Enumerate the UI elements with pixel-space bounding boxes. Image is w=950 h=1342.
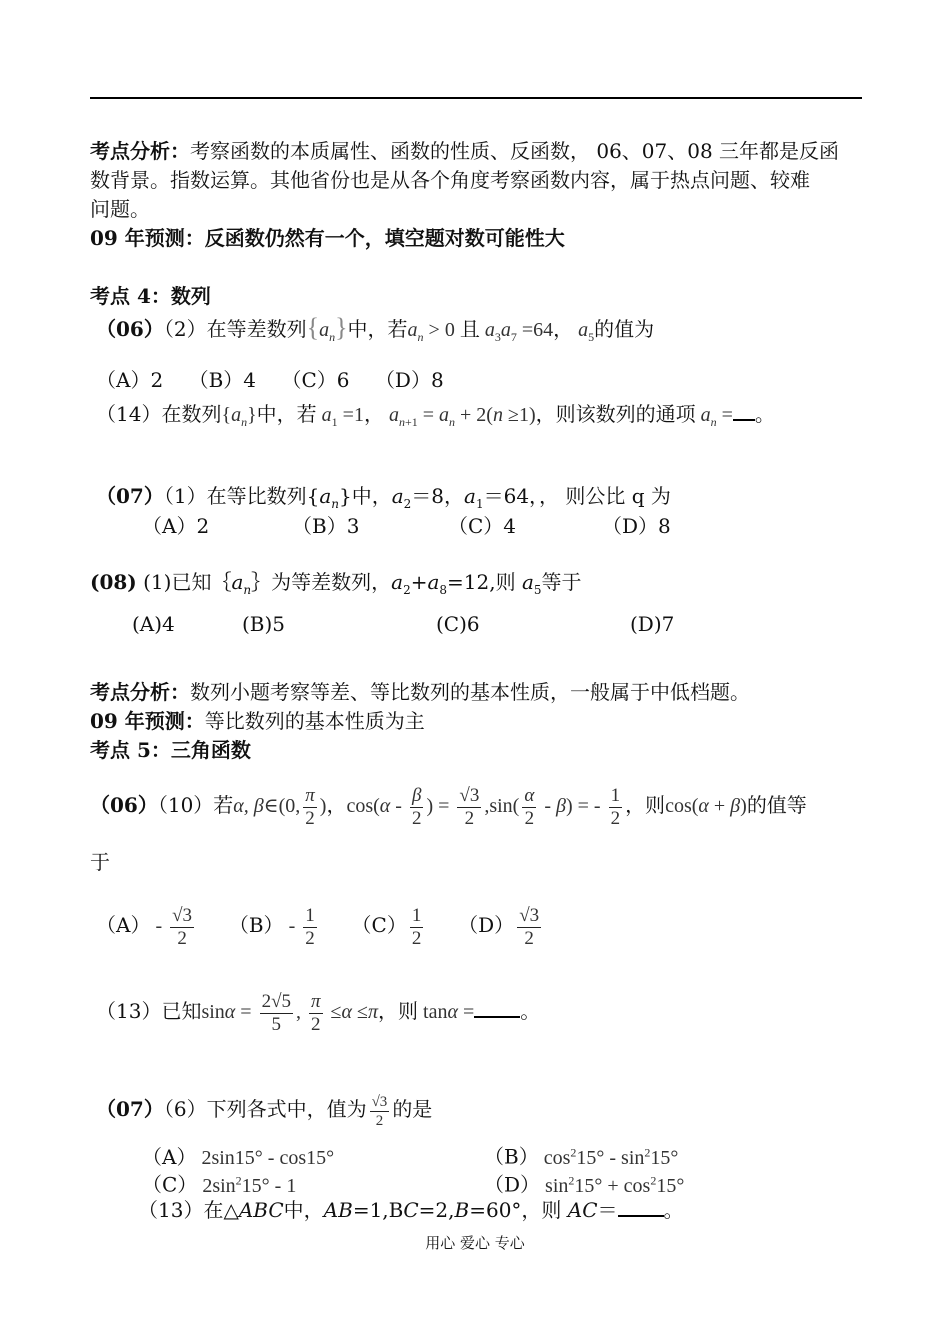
analysis-paragraph-1-line3: [90, 195, 150, 223]
year-tag: （07）: [96, 1097, 164, 1121]
question-text: ＝64，， 则公比 q 为: [483, 484, 671, 508]
question-text: 在△: [203, 1198, 239, 1222]
section-title-trigonometry: [90, 736, 251, 764]
formula: $\{a_n\}$: [306, 313, 348, 344]
option-b: （B）4: [188, 368, 257, 392]
question-text: ，则该数列的通项: [535, 402, 696, 426]
option-b-value: $\cos^215^\circ - \sin^215^\circ$: [538, 1145, 679, 1169]
formula: B: [454, 1198, 470, 1222]
option-d: （D）: [484, 1172, 541, 1197]
formula: AC: [567, 1198, 598, 1222]
option-d: （D）8: [374, 368, 444, 392]
option-c: （C）4: [448, 514, 517, 538]
formula: $a_n$: [319, 484, 339, 511]
question-06-2: [96, 314, 654, 351]
question-text: 的值等: [746, 793, 807, 817]
option-d: （D）8: [602, 514, 671, 538]
option-c: (C)6: [436, 612, 480, 636]
prediction-2: [90, 707, 425, 735]
option-b: （B）: [228, 913, 284, 937]
answer-blank: [618, 1201, 664, 1217]
option-a: （A）2: [142, 514, 210, 538]
formula: $a_n$: [231, 570, 252, 597]
option-b: （B）: [484, 1144, 539, 1169]
formula: $\frac{√3}{2}$: [371, 1093, 388, 1129]
option-d: （D）: [458, 913, 515, 937]
option-a: （A）: [96, 913, 151, 937]
page-footer: 用心 爱心 专心: [425, 1234, 525, 1252]
options-08-1: [132, 610, 674, 638]
question-text: (1)已知｛: [136, 570, 232, 594]
formula: $\{a_n\}$: [221, 404, 257, 429]
question-number: （2）: [163, 317, 207, 341]
option-d-value: $\frac{√3}{2}$: [519, 904, 540, 949]
formula: C: [403, 1198, 419, 1222]
section-title: 考点 4：数列: [90, 284, 211, 308]
formula: tanα =: [418, 1001, 475, 1023]
answer-blank: [733, 405, 755, 421]
question-text: =2,: [418, 1198, 455, 1222]
options-07-1: [142, 512, 671, 540]
analysis-text: 问题。: [90, 197, 150, 221]
formula: a: [521, 570, 534, 594]
question-text: 在等差数列: [206, 317, 307, 341]
formula: a: [464, 484, 476, 508]
analysis-text: 数背景。指数运算。其他省份也是从各个角度考察函数内容，属于热点问题、较难: [90, 168, 810, 192]
options-06-10: [96, 898, 544, 953]
year-tag: （06）: [90, 793, 158, 817]
option-a: （A）: [142, 1144, 197, 1169]
question-text: ＝8，: [411, 484, 465, 508]
prediction-label: 09 年预测：: [90, 709, 205, 733]
formula: AB: [323, 1198, 353, 1222]
analysis-paragraph-1-line2: [90, 166, 810, 194]
question-text: =60°，则: [469, 1198, 568, 1222]
formula: sinα = $\frac{2√5}{5}$ , $\frac{\pi}{2}$ ≤α ≤π: [201, 990, 379, 1035]
question-text: 中，若: [347, 317, 408, 341]
question-text: 中，若: [256, 402, 317, 426]
question-number: （13）: [138, 1198, 204, 1222]
question-text: 下列各式中，值为: [206, 1097, 367, 1121]
option-c-value: $\frac{1}{2}$: [411, 904, 422, 949]
question-text: 于: [90, 850, 110, 874]
formula: α, β: [233, 795, 264, 817]
formula: $a_5$: [578, 319, 595, 344]
options-07-6-row2: [142, 1166, 684, 1200]
analysis-text: 数列小题考察等差、等比数列的基本性质，一般属于中低档题。: [190, 680, 750, 704]
question-text: 等于: [541, 570, 582, 594]
analysis-paragraph-2: [90, 678, 750, 706]
option-b: （B）3: [292, 514, 360, 538]
question-text: ，: [363, 402, 384, 426]
option-c: （C）: [142, 1172, 198, 1197]
formula: $a_{n+1} = a_n + 2(n \ge 1)$: [388, 404, 536, 429]
question-06-10: [90, 778, 807, 833]
option-d: (D)7: [630, 612, 675, 636]
prediction-1: [90, 224, 565, 252]
option-d-value: $\sin^215^\circ + \cos^215^\circ$: [540, 1173, 685, 1197]
question-text: ｝为等差数列，: [251, 570, 392, 594]
answer-blank: [474, 1002, 520, 1018]
formula: ∈(0, $\frac{\pi}{2}$ ): [263, 784, 327, 829]
question-06-10-cont: [90, 848, 110, 876]
question-text: 已知: [161, 999, 202, 1023]
prediction-text: 09 年预测：反函数仍然有一个，填空题对数可能性大: [90, 226, 565, 250]
formula: $a_n > 0$: [407, 319, 460, 344]
question-text: 在数列: [161, 402, 222, 426]
question-text: ，则: [378, 999, 419, 1023]
question-number: （6）: [163, 1097, 207, 1121]
question-text: ，: [553, 317, 574, 341]
question-text: 的是: [392, 1097, 433, 1121]
formula: a: [391, 570, 404, 594]
analysis-label: 考点分析：: [90, 680, 190, 704]
question-07-6: [96, 1086, 432, 1133]
formula: a: [391, 484, 404, 508]
option-a: （A）2: [96, 368, 164, 392]
question-text: ，: [326, 793, 347, 817]
question-number: （13）: [96, 999, 162, 1023]
analysis-text: 考察函数的本质属性、函数的性质、反函数， 06、07、08 三年都是反函: [190, 139, 840, 163]
year-tag: （06）: [96, 317, 164, 341]
option-c: （C）: [351, 913, 407, 937]
formula: $a_n$ =: [700, 404, 733, 429]
header-rule: [90, 97, 862, 99]
formula: $a_1 =1$: [321, 404, 364, 429]
prediction-text: 等比数列的基本性质为主: [204, 709, 425, 733]
option-a: (A)4: [132, 612, 175, 636]
option-a-value: 2sin15° - cos15°: [196, 1146, 335, 1169]
question-07-13: （13）在△ABC中，AB=1,BC=2,B=60°，则 AC＝ 。: [138, 1198, 684, 1222]
question-text: 的值为: [594, 317, 655, 341]
question-text: ＝: [597, 1198, 618, 1222]
question-number: （14）: [96, 402, 162, 426]
option-b: (B)5: [242, 612, 286, 636]
question-07-1: （07）（1）在等比数列$\{a_n\}$中，$a_2=8$，$a_1=64$，， 则公比 q 为: [96, 484, 671, 511]
question-text: ，则: [625, 793, 666, 817]
question-06-13: （13）已知sinα = $\frac{2√5}{5}$ , $\frac{\pi}{2}$ ≤α ≤π，则 tanα = 。: [96, 990, 541, 1035]
formula: ABC: [238, 1198, 284, 1222]
question-text: 在等比数列{: [206, 484, 320, 508]
question-08-1: (08) (1)已知$\{a_n\}$为等差数列，$a_2+a_8=12$,则 $a_5$等于: [90, 570, 582, 597]
formula: $a_3a_7 =64$: [484, 319, 554, 344]
options-06-2: [96, 366, 444, 394]
option-c-value: $2\sin^215^\circ - 1$: [197, 1173, 297, 1197]
question-text: }中，: [338, 484, 392, 508]
question-number: （10）: [157, 793, 214, 817]
question-text: 中，: [283, 1198, 324, 1222]
year-tag: （07）: [96, 484, 164, 508]
year-tag: (08): [90, 570, 137, 594]
option-a-value: - $\frac{√3}{2}$: [150, 904, 193, 949]
question-text: =1,B: [352, 1198, 404, 1222]
question-text: 若: [213, 793, 234, 817]
formula: cos(α + β): [665, 795, 747, 817]
question-text: 且: [459, 317, 480, 341]
formula: cos(α - $\frac{\beta}{2}$ ) = $\frac{√3}{2}$ ,sin( $\frac{\alpha}{2}$ - β) = - $\frac{1}{2}$: [346, 784, 621, 829]
section-title: 考点 5：三角函数: [90, 738, 251, 762]
analysis-paragraph-1: [90, 137, 839, 165]
question-text: =12,则: [447, 570, 522, 594]
question-number: （1）: [163, 484, 207, 508]
option-c: （C）6: [281, 368, 350, 392]
option-b-value: - $\frac{1}{2}$: [283, 904, 315, 949]
analysis-label: 考点分析：: [90, 139, 190, 163]
question-06-14: （14）在数列$\{a_n\}$中，若 $a_1 =1$， $a_{n+1} = a_n + 2(n \ge 1)$，则该数列的通项 $a_n$ = 。: [96, 402, 775, 429]
section-title-sequences: [90, 282, 211, 310]
